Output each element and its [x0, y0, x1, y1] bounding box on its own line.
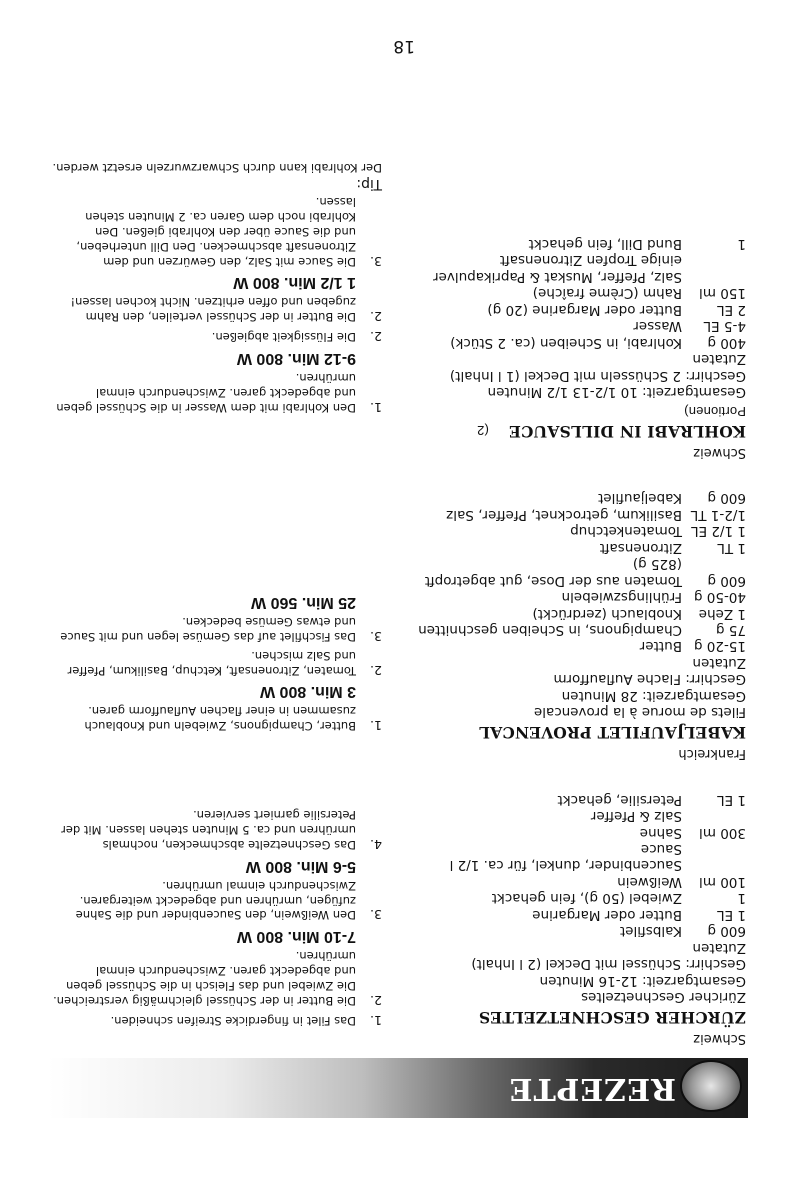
ingredient-text: Weißwein: [617, 873, 682, 890]
ingredient-row: [416, 252, 746, 268]
header-banner: [48, 1058, 748, 1118]
ingredient-row: [416, 841, 746, 874]
ingredients-column: [416, 229, 746, 1056]
ingredient-text: Champignons, in Scheiben geschnitten: [418, 622, 682, 639]
recipe-meta: Geschirr: Schüssel mit Deckel (2 l Inhalt): [471, 956, 746, 973]
recipe-portions: (2 Portionen): [476, 404, 746, 438]
step-number: 4.: [370, 837, 382, 853]
ingredient-row: [416, 318, 746, 334]
ingredient-text: Salz & Pfeffer: [590, 808, 682, 825]
recipe-meta: Gesamtgarzeit: 28 Minuten: [561, 687, 746, 704]
step: [52, 648, 382, 678]
recipe-title: KABELJAUFILET PROVENCAL: [478, 723, 746, 743]
tip-label: Tip:: [356, 176, 382, 193]
step-text: Die Butter in der Schüssel verteilen, den Rahm zugeben und offen erhitzen. Nicht kochen lassen!: [70, 295, 356, 325]
step: [52, 328, 382, 344]
ingredient-amount: 75 g: [715, 622, 746, 639]
step-text: Den Weißwein, den Saucenbinder und die Sahne zufügen, umrühren und abgedeckt weitergaren. Zwischendurch einmal umrühren.: [75, 878, 356, 923]
ingredient-row: [416, 334, 746, 350]
step-text: Die Sauce mit Salz, den Gewürzen und dem Zitronensaft abschmecken. Den Dill unterheben, und die Sauce über den Kohlrabi gießen. Den Kohlrabi noch dem Garen ca. 2 Minuten stehen lassen.: [76, 194, 356, 269]
ingredient-list: [416, 235, 746, 350]
step-text: Tomaten, Zitronensaft, Ketchup, Basilikum, Pfeffer und Salz mischen.: [67, 649, 356, 678]
recipe-meta: Züricher Geschnetzeltes: [581, 989, 746, 1006]
ingredient-amount: 400 g: [707, 334, 746, 351]
ingredient-row: [416, 906, 746, 922]
ingredient-list: [416, 791, 746, 939]
ingredient-amount: 1: [737, 890, 746, 907]
step-number: 1.: [370, 718, 382, 734]
ingredient-text: Frühlingszwiebeln: [561, 589, 682, 606]
region-label: Schweiz: [693, 444, 746, 460]
ingredient-row: [416, 923, 746, 939]
ingredient-text: Butter oder Margarine: [532, 906, 682, 923]
recipe-meta: Geschirr: 2 Schüsseln mit Deckel (1 l Inhalt): [449, 367, 746, 384]
power-setting: 9-12 Min. 800 W: [236, 349, 356, 367]
ingredient-amount: 150 ml: [699, 285, 746, 302]
ingredient-text: Bund Dill, fein gehackt: [528, 235, 682, 252]
step-text: Den Kohlrabi mit dem Wasser in die Schüssel geben und abgedeckt garen. Zwischendurch einmal umrühren.: [56, 370, 356, 415]
ingredient-amount: 2 EL: [717, 301, 746, 318]
step-text: Die Butter in der Schüssel gleichmäßig verstreichen. Die Zwiebel und das Fleisch in die Schüssel geben und abgedeckt garen. Zwischendurch einmal umrühren.: [53, 948, 356, 1008]
step-number: 2.: [370, 309, 382, 325]
recipe-meta: Zutaten: [692, 939, 746, 956]
power-setting: 5-6 Min. 800 W: [245, 857, 356, 875]
ingredient-text: Tomatenketchup: [570, 523, 682, 540]
step-text: Das Geschnetzelte abschmecken, nochmals umrühren und ca. 5 Minuten stehen lassen. Mit der Petersilie garniert servieren.: [61, 808, 356, 853]
ingredient-row: [416, 808, 746, 824]
ingredient-amount: 1: [737, 235, 746, 252]
page-number: 18: [393, 36, 415, 56]
ingredient-amount: [682, 841, 746, 874]
step-number: 3.: [370, 253, 382, 269]
ingredient-amount: 600 g: [707, 923, 746, 940]
ingredient-row: [416, 824, 746, 840]
ingredient-amount: 1 Zehe: [698, 605, 746, 622]
recipe-title: ZÜRCHER GESCHNETZELTES: [478, 1008, 746, 1028]
ingredient-amount: [682, 268, 746, 284]
step-number: 2.: [370, 992, 382, 1008]
power-setting: 7-10 Min. 800 W: [236, 928, 356, 945]
steps-column: [52, 160, 382, 1056]
ingredient-amount: 15-20 g: [693, 638, 746, 655]
ingredient-text: Kohlrabi, in Scheiben (ca. 2 Stück): [450, 334, 682, 351]
ingredient-amount: 100 ml: [699, 873, 746, 890]
ingredient-amount: 1 EL: [717, 906, 746, 923]
step-number: 1.: [370, 399, 382, 415]
ingredient-row: [416, 605, 746, 621]
dish-logo-icon: [680, 1060, 742, 1112]
step-number: 3.: [370, 907, 382, 923]
ingredient-amount: 4-5 EL: [703, 318, 746, 335]
step: [52, 194, 382, 269]
recipe-title: [416, 402, 746, 440]
power-setting: 25 Min. 560 W: [251, 594, 356, 612]
step-number: 1.: [370, 1013, 382, 1028]
recipe-meta: Gesamtgarzeit: 10 1/2-13 1/2 Minuten: [487, 384, 746, 401]
ingredient-list: [416, 490, 746, 655]
ingredient-amount: [682, 252, 746, 268]
ingredient-amount: 1 TL: [717, 539, 746, 556]
step: [52, 878, 382, 923]
ingredient-text: Butter: [639, 638, 682, 655]
ingredient-text: Knoblauch (zerdrückt): [532, 605, 682, 622]
step: [52, 294, 382, 324]
power-setting: 1 1/2 Min. 800 W: [233, 274, 356, 292]
ingredient-text: Zitronensaft: [599, 539, 682, 556]
recipe-meta: Zutaten: [692, 654, 746, 671]
step: [52, 948, 382, 1008]
ingredient-amount: 40-50 g: [693, 589, 746, 606]
ingredient-text: Butter oder Margarine (20 g): [487, 301, 682, 318]
recipe-title-text: KOHLRABI IN DILLSAUCE: [508, 421, 746, 441]
ingredient-row: [416, 622, 746, 638]
step: [52, 703, 382, 733]
step-text: Das Filet in fingerdicke Streifen schneiden.: [110, 1014, 356, 1028]
ingredient-row: [416, 301, 746, 317]
step-number: 3.: [370, 629, 382, 645]
tip-text: Der Kohlrabi kann durch Schwarzwurzeln ersetzt werden.: [52, 160, 382, 175]
ingredient-text: Kalbsfilet: [619, 923, 682, 940]
ingredient-row: [416, 539, 746, 555]
ingredient-row: [416, 589, 746, 605]
recipe-meta: Gesamtgarzeit: 12-16 Minuten: [539, 972, 746, 989]
ingredient-amount: [682, 808, 746, 824]
recipe-meta: Zutaten: [692, 351, 746, 368]
ingredient-amount: 600 g: [707, 490, 746, 507]
region-label: Frankreich: [678, 746, 746, 762]
ingredient-row: [416, 506, 746, 522]
recipe-meta: Geschirr: Flache Auflaufform: [553, 671, 746, 688]
ingredient-text: Sahne: [639, 824, 682, 841]
ingredient-row: [416, 490, 746, 506]
ingredient-amount: 300 ml: [699, 824, 746, 841]
ingredient-text: Kabeljaufilet: [598, 490, 682, 507]
step: [52, 807, 382, 852]
ingredient-row: [416, 523, 746, 539]
ingredient-text: Salz, Pfeffer, Muskat & Paprikapulver: [433, 268, 682, 285]
header-title: REZEPTE: [508, 1071, 676, 1106]
step-number: 2.: [370, 329, 382, 345]
ingredient-text: einige Tropfen Zitronensaft: [499, 252, 682, 269]
ingredient-row: [416, 556, 746, 589]
ingredient-row: [416, 638, 746, 654]
step-number: 2.: [370, 662, 382, 678]
ingredient-text: Wasser: [633, 318, 682, 335]
ingredient-text: Zwiebel (50 g), fein gehackt: [491, 890, 682, 907]
step: [52, 1012, 382, 1028]
ingredient-row: [416, 791, 746, 807]
ingredient-text: Basilikum, getrocknet, Pfeffer, Salz: [446, 506, 682, 523]
step-text: Das Fischfilet auf das Gemüse legen und mit Sauce und etwas Gemüse bedecken.: [60, 615, 356, 645]
ingredient-text: Rahm (Crème fraîche): [532, 285, 682, 302]
step: [52, 370, 382, 415]
ingredient-amount: 600 g: [707, 572, 746, 589]
ingredient-row: [416, 285, 746, 301]
ingredient-amount: 1 EL: [717, 791, 746, 808]
ingredient-row: [416, 890, 746, 906]
region-label: Schweiz: [693, 1031, 746, 1046]
step-text: Butter, Champignons, Zwiebeln und Knoblauch zusammen in einer flachen Auflaufform garen.: [84, 704, 356, 734]
step: [52, 614, 382, 644]
power-setting: 3 Min. 800 W: [259, 683, 356, 701]
step-text: Die Flüssigkeit abgießen.: [211, 330, 356, 345]
ingredient-row: [416, 268, 746, 284]
ingredient-text: Saucenbinder, dunkel, für ca. 1/2 l Sauce: [449, 841, 682, 874]
ingredient-row: [416, 873, 746, 889]
ingredient-amount: 1/2-1 TL: [690, 506, 746, 523]
recipe-meta: Filets de morue à la provencale: [533, 704, 746, 721]
ingredient-row: [416, 235, 746, 251]
ingredient-text: Tomaten aus der Dose, gut abgetropft (825 g): [424, 556, 682, 589]
ingredient-text: Petersilie, gehackt: [557, 791, 682, 808]
ingredient-amount: 1 1/2 EL: [691, 523, 746, 540]
